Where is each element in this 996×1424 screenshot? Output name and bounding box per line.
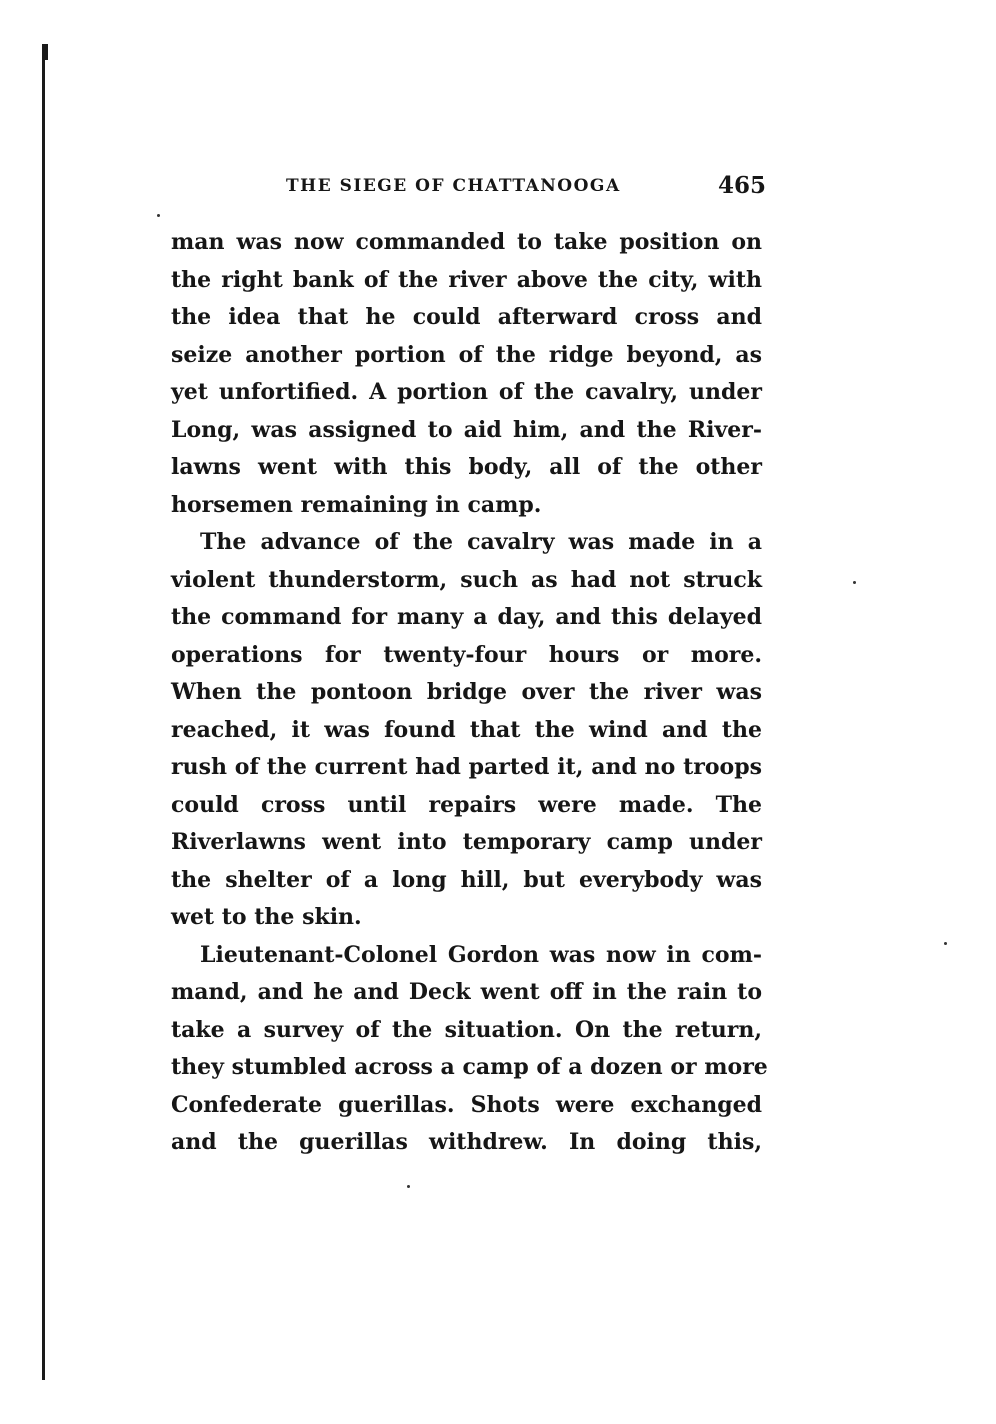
text-line: the command for many a day, and this delayed [171, 604, 762, 630]
scan-speck [407, 1185, 410, 1188]
binding-edge-mark [42, 44, 48, 60]
text-line: mand, and he and Deck went off in the rain to [171, 979, 762, 1005]
text-line: Long, was assigned to aid him, and the River- [171, 417, 762, 443]
scan-speck [157, 214, 160, 217]
text-line: they stumbled across a camp of a dozen or more [171, 1054, 768, 1080]
text-line: rush of the current had parted it, and no troops [171, 754, 762, 780]
scan-speck [853, 581, 856, 584]
text-line: reached, it was found that the wind and the [171, 717, 762, 743]
text-line: Riverlawns went into temporary camp under [171, 829, 762, 855]
text-line: Confederate guerillas. Shots were exchanged [171, 1092, 762, 1118]
text-line: and the guerillas withdrew. In doing this, [171, 1129, 762, 1155]
text-line: seize another portion of the ridge beyond, as [171, 342, 762, 368]
scan-speck [944, 942, 947, 945]
text-line: could cross until repairs were made. The [171, 792, 762, 818]
text-line: violent thunderstorm, such as had not struck [171, 567, 762, 593]
text-line: operations for twenty-four hours or more. [171, 642, 762, 668]
running-title: THE SIEGE OF CHATTANOOGA [286, 176, 621, 196]
binding-edge-line [42, 44, 45, 1380]
text-line: horsemen remaining in camp. [171, 492, 542, 518]
text-line: the right bank of the river above the city, with [171, 267, 762, 293]
text-line: the idea that he could afterward cross and [171, 304, 762, 330]
text-line: Lieutenant-Colonel Gordon was now in com- [200, 942, 762, 968]
text-line: wet to the skin. [171, 904, 362, 930]
text-line: When the pontoon bridge over the river was [171, 679, 762, 705]
text-line: The advance of the cavalry was made in a [200, 529, 762, 555]
text-line: yet unfortified. A portion of the cavalry, under [171, 379, 762, 405]
text-line: lawns went with this body, all of the other [171, 454, 762, 480]
page-number: 465 [717, 172, 766, 199]
text-line: the shelter of a long hill, but everybody was [171, 867, 762, 893]
running-header [286, 172, 766, 202]
text-line: take a survey of the situation. On the return, [171, 1017, 762, 1043]
text-line: man was now commanded to take position on [171, 229, 762, 255]
